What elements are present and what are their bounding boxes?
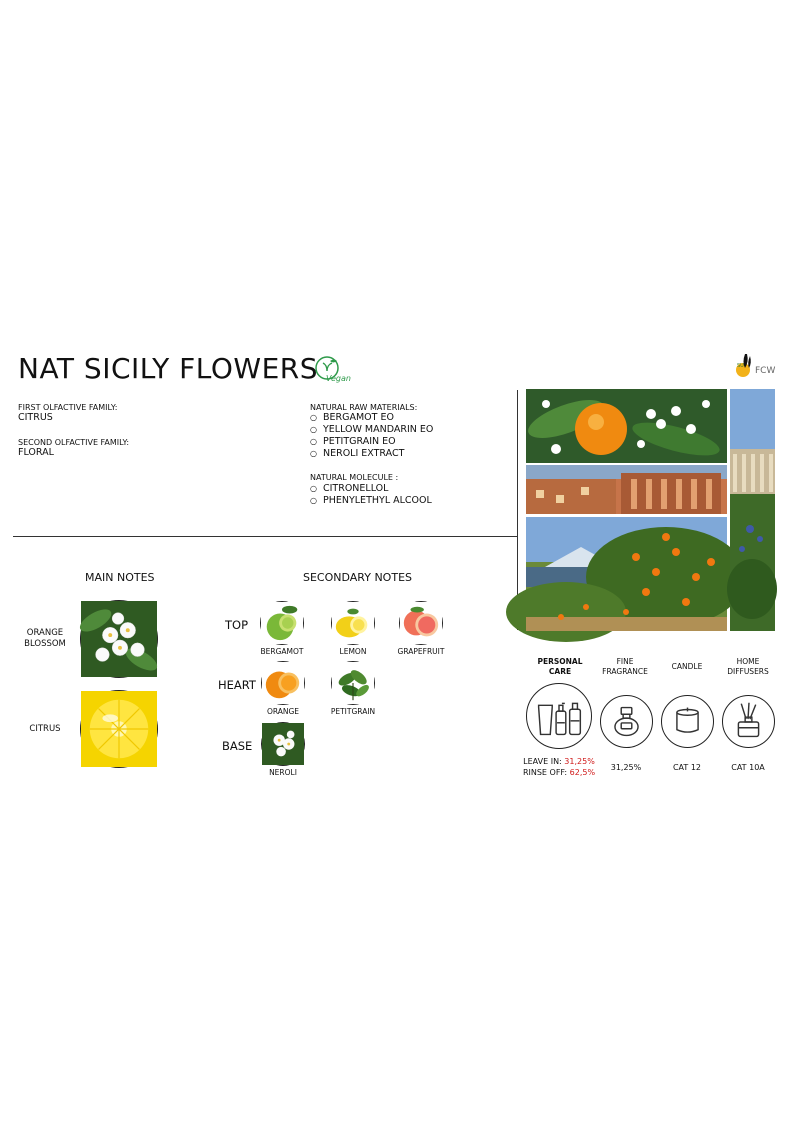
usage-heading-home-diffusers: HOME DIFFUSERS — [727, 657, 769, 676]
logo-text: FCW — [755, 366, 776, 376]
raw-materials-label: NATURAL RAW MATERIALS: — [310, 403, 418, 412]
raw-material-item: ○ BERGAMOT EO — [310, 412, 433, 424]
base-notes-label: BASE — [222, 739, 253, 753]
brand-logo — [731, 352, 781, 380]
usage-value-rinse-off — [512, 767, 606, 778]
note-caption: NEROLI — [269, 768, 297, 777]
note-caption: ORANGE — [266, 707, 300, 716]
usage-value-candle: CAT 12 — [672, 763, 702, 772]
vegan-text: Vegan — [326, 374, 351, 383]
greek-temple-photo — [730, 389, 775, 631]
molecule-item: ○ CITRONELLOL — [310, 483, 432, 495]
main-note-label: CITRUS — [29, 724, 61, 734]
logo-prefix: SU — [737, 363, 744, 369]
raw-material-item: ○ YELLOW MANDARIN EO — [310, 424, 433, 436]
orange-blossom-icon — [80, 600, 158, 678]
heart-notes-label: HEART — [218, 678, 256, 692]
leave-in-value: 31,25% — [564, 757, 595, 766]
secondary-notes-heading: SECONDARY NOTES — [303, 571, 412, 584]
usage-heading-personal-care: PERSONAL CARE — [537, 657, 583, 676]
usage-heading-fine-fragrance: FINE FRAGRANCE — [602, 657, 648, 676]
second-family-label: SECOND OLFACTIVE FAMILY: — [18, 438, 130, 447]
lemon-icon — [331, 601, 375, 645]
citrus-icon — [80, 690, 158, 768]
first-family-value: CITRUS — [18, 412, 53, 423]
page-title: NAT SICILY FLOWERS — [18, 352, 319, 385]
perfume-bottle-icon — [600, 695, 653, 748]
neroli-icon — [261, 722, 305, 766]
bergamot-icon — [260, 601, 304, 645]
raw-materials-list — [310, 412, 433, 460]
rinse-off-value: 62,5% — [569, 768, 596, 777]
second-family-value: FLORAL — [18, 447, 54, 458]
main-note-label: ORANGE BLOSSOM — [24, 628, 66, 649]
candle-icon — [661, 695, 714, 748]
reed-diffuser-icon — [722, 695, 775, 748]
usage-value-home-diffusers: CAT 10A — [731, 763, 765, 772]
molecule-item: ○ PHENYLETHYL ALCOOL — [310, 495, 432, 507]
main-notes-heading: MAIN NOTES — [85, 571, 155, 584]
note-caption: BERGAMOT — [260, 647, 304, 656]
rinse-off-label: RINSE OFF: — [522, 768, 570, 777]
orange-blossom-photo — [526, 389, 727, 463]
molecule-list — [310, 483, 432, 507]
note-caption: LEMON — [339, 647, 367, 656]
note-caption: PETITGRAIN — [330, 707, 376, 716]
raw-material-item: ○ NEROLI EXTRACT — [310, 448, 433, 460]
orange-grove-etna-photo — [526, 517, 727, 631]
usage-heading-candle: CANDLE — [671, 662, 703, 671]
note-caption: GRAPEFRUIT — [397, 647, 445, 656]
petitgrain-icon — [331, 661, 375, 705]
personal-care-icon — [526, 683, 592, 749]
first-family-label: FIRST OLFACTIVE FAMILY: — [18, 403, 118, 412]
horizontal-divider — [13, 536, 517, 537]
vertical-divider — [517, 390, 518, 630]
top-notes-label: TOP — [225, 618, 249, 632]
leave-in-label: LEAVE IN: — [523, 757, 565, 766]
molecule-label: NATURAL MOLECULE : — [310, 473, 399, 482]
raw-material-item: ○ PETITGRAIN EO — [310, 436, 433, 448]
vegan-badge-icon — [314, 355, 351, 385]
usage-value-fine-fragrance: 31,25% — [610, 763, 642, 772]
usage-value-leave-in — [512, 756, 606, 767]
orange-icon — [261, 661, 305, 705]
taormina-theatre-photo — [526, 465, 727, 514]
grapefruit-icon — [399, 601, 443, 645]
